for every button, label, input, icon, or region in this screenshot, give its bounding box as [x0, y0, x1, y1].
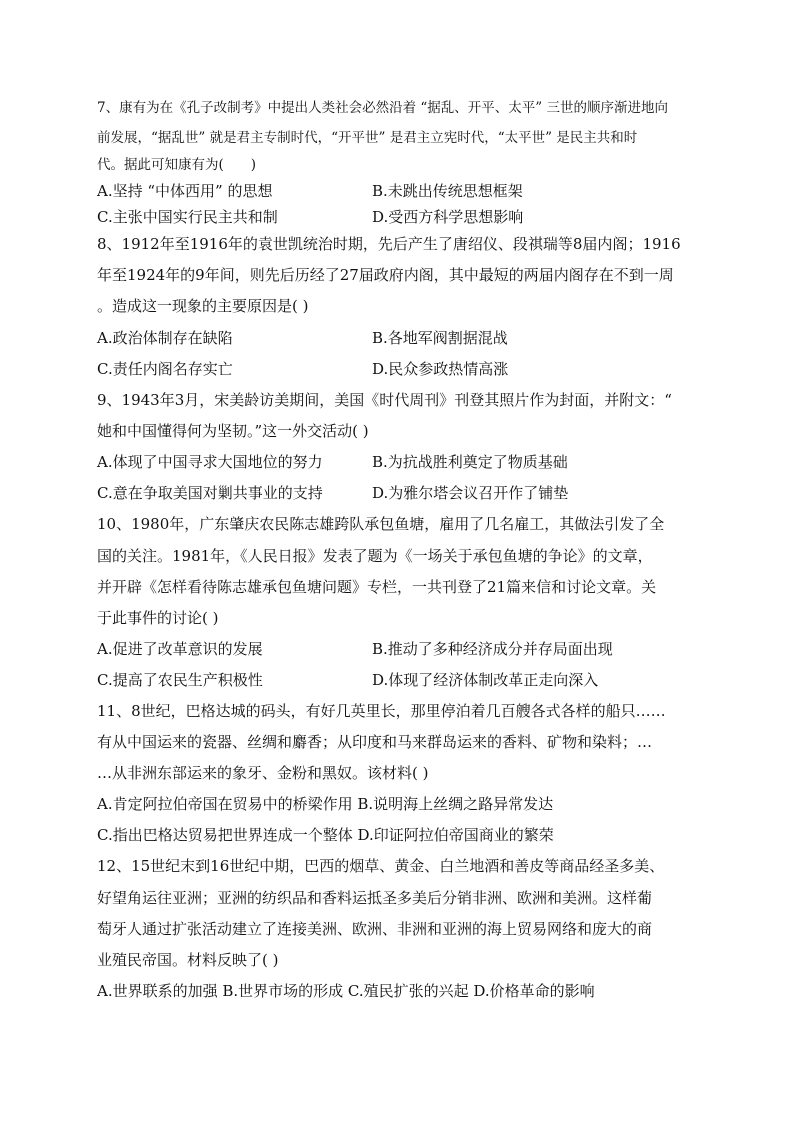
- option-a: A.政治体制存在缺陷: [97, 329, 233, 347]
- question-text-line: 并开辟《怎样看待陈志雄承包鱼塘问题》专栏，一共刊登了21篇来信和讨论文章。关: [97, 578, 657, 596]
- options-line: A.世界联系的加强 B.世界市场的形成 C.殖民扩张的兴起 D.价格革命的影响: [97, 982, 595, 1000]
- question-text-line: 好望角运往亚洲；亚洲的纺织品和香料运抵圣多美后分销非洲、欧洲和美洲。这样葡: [97, 889, 653, 907]
- option-c: C.意在争取美国对剿共事业的支持: [97, 484, 323, 502]
- option-c: C.提高了农民生产积极性: [97, 671, 263, 689]
- option-d: D.为雅尔塔会议召开作了铺垫: [372, 484, 569, 502]
- question-text-line: 业殖民帝国。材料反映了( ): [97, 951, 279, 969]
- question-text-line: 9、1943年3月，宋美龄访美期间，美国《时代周刊》刊登其照片作为封面，并附文：“: [97, 391, 672, 409]
- option-c: C.主张中国实行民主共和制: [97, 208, 278, 226]
- option-d: D.民众参政热情高涨: [372, 360, 509, 378]
- question-text-line: 代。据此可知康有为( ): [97, 157, 257, 173]
- option-b: B.各地军阀割据混战: [372, 329, 508, 347]
- question-text-line: 于此事件的讨论( ): [97, 609, 219, 627]
- question-text-line: 有从中国运来的瓷器、丝绸和麝香；从印度和马来群岛运来的香料、矿物和染料；…: [97, 733, 653, 751]
- question-text-line: 萄牙人通过扩张活动建立了连接美洲、欧洲、非洲和亚洲的海上贸易网络和庞大的商: [97, 920, 653, 938]
- options-line: A.肯定阿拉伯帝国在贸易中的桥梁作用 B.说明海上丝绸之路异常发达: [97, 795, 554, 813]
- question-text-line: 。造成这一现象的主要原因是( ): [97, 297, 309, 315]
- option-a: A.坚持 “中体西用” 的思想: [97, 182, 273, 200]
- question-text-line: 7、康有为在《孔子改制考》中提出人类社会必然沿着 “据乱、开平、太平” 三世的顺序渐进地向: [97, 100, 668, 116]
- option-b: B.为抗战胜利奠定了物质基础: [372, 453, 568, 471]
- options-line: C.指出巴格达贸易把世界连成一个整体 D.印证阿拉伯帝国商业的繁荣: [97, 826, 554, 844]
- question-text-line: 她和中国懂得何为坚韧。”这一外交活动( ): [97, 422, 369, 440]
- option-b: B.未跳出传统思想框架: [372, 182, 523, 200]
- question-text-line: 前发展，“据乱世” 就是君主专制时代，“开平世” 是君主立宪时代，“太平世” 是民主共和时: [97, 130, 638, 146]
- question-text-line: 年至1924年的9年间，则先后历经了27届政府内阁，其中最短的两届内阁存在不到一周: [97, 266, 674, 284]
- option-d: D.体现了经济体制改革正走向深入: [372, 671, 599, 689]
- option-a: A.体现了中国寻求大国地位的努力: [97, 453, 323, 471]
- question-text-line: 国的关注。1981年，《人民日报》发表了题为《一场关于承包鱼塘的争论》的文章，: [97, 547, 653, 565]
- question-text-line: …从非洲东部运来的象牙、金粉和黑奴。该材料( ): [97, 764, 429, 782]
- option-c: C.责任内阁名存实亡: [97, 360, 233, 378]
- question-text-line: 11、8世纪，巴格达城的码头，有好几英里长，那里停泊着几百艘各式各样的船只……: [97, 702, 666, 720]
- option-d: D.受西方科学思想影响: [372, 208, 524, 226]
- question-text-line: 10、1980年，广东肇庆农民陈志雄跨队承包鱼塘，雇用了几名雇工，其做法引发了全: [97, 515, 665, 533]
- option-a: A.促进了改革意识的发展: [97, 640, 263, 658]
- option-b: B.推动了多种经济成分并存局面出现: [372, 640, 613, 658]
- question-text-line: 12、15世纪末到16世纪中期，巴西的烟草、黄金、白兰地酒和善皮等商品经圣多美、: [97, 857, 665, 875]
- question-text-line: 8、1912年至1916年的袁世凯统治时期，先后产生了唐绍仪、段祺瑞等8届内阁；1916: [97, 235, 681, 253]
